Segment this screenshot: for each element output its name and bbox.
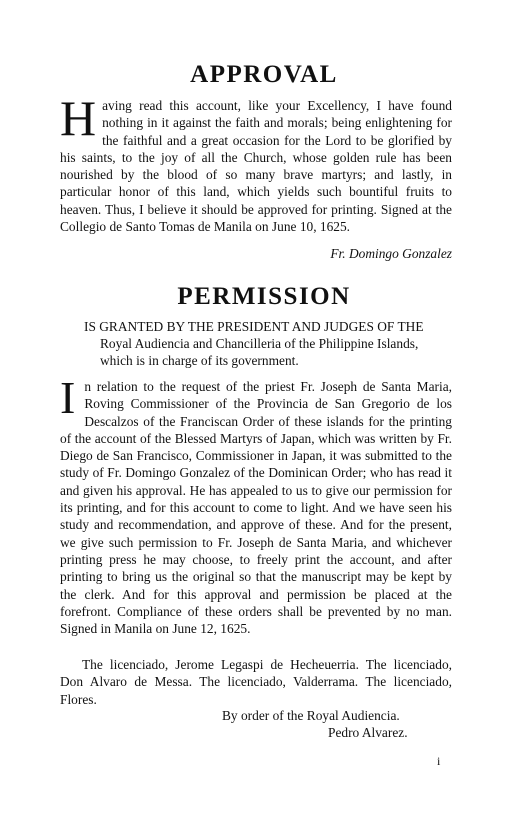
order-line: By order of the Royal Audiencia. <box>222 708 400 723</box>
order-signer: Pedro Alvarez. <box>328 725 408 740</box>
approval-signature: Fr. Domingo Gonzalez <box>330 246 452 261</box>
approval-drop-cap: H <box>60 90 97 146</box>
permission-body-text: n relation to the request of the priest Fr. Joseph de Santa Maria, Roving Commissioner of the Provincia de San Gregorio de los Descalzos of the Franciscan Order of these islands for the printing of the account of the Blessed Martyrs of Japan, which was written by Fr. Diego de San Francisco, Commissioner in Japan, it was submitted to the study of Fr. Domingo Gonzalez of the Dominican Order; who has read it and given his approval. He has appealed to us to give our permission for its printing, and for this account to come to light. And we have seen his study and recommendation, and approve of these. And for the present, we give such permission to Fr. Joseph de Santa Maria, and whichever printing press he may choose, to freely print the account, and after printing to bring us the original so that the manuscript may be kept by the clerk. And for this approval and permission be placed at the forefront. Compliance of these orders shall be prevented by no man. Signed in Manila on June 12, 1625. <box>60 379 452 637</box>
permission-body-paragraph <box>60 372 452 637</box>
granted-line-3: which is in charge of its government. <box>100 353 299 368</box>
approval-title: APPROVAL <box>190 61 338 88</box>
permission-granted-statement <box>84 318 452 369</box>
approval-body-paragraph <box>60 90 452 235</box>
granted-line-1: IS GRANTED BY THE PRESIDENT AND JUDGES OF THE <box>84 319 424 334</box>
permission-title: PERMISSION <box>177 283 351 310</box>
licenciados-paragraph: The licenciado, Jerome Legaspi de Hecheuerria. The licenciado, Don Alvaro de Messa. The licenciado, Valderrama. The licenciado, Flores. <box>60 657 452 707</box>
approval-body-text: aving read this account, like your Excellency, I have found nothing in it against the faith and morals; being enlightening for the faithful and a great occasion for the Lord to be glorified by his saints, to the joy of all the Church, whose golden rule has been nourished by the blood of so many brave martyrs; and lastly, in particular honor of this land, which yields such bountiful fruits to heaven. Thus, I believe it should be approved for printing. Signed at the Collegio de Santo Tomas de Manila on June 10, 1625. <box>60 98 452 235</box>
order-signature-block <box>222 707 408 741</box>
permission-drop-cap: I <box>60 372 76 423</box>
page-number: i <box>437 754 441 768</box>
granted-line-2: Royal Audiencia and Chancilleria of the Philippine Islands, <box>100 336 419 351</box>
